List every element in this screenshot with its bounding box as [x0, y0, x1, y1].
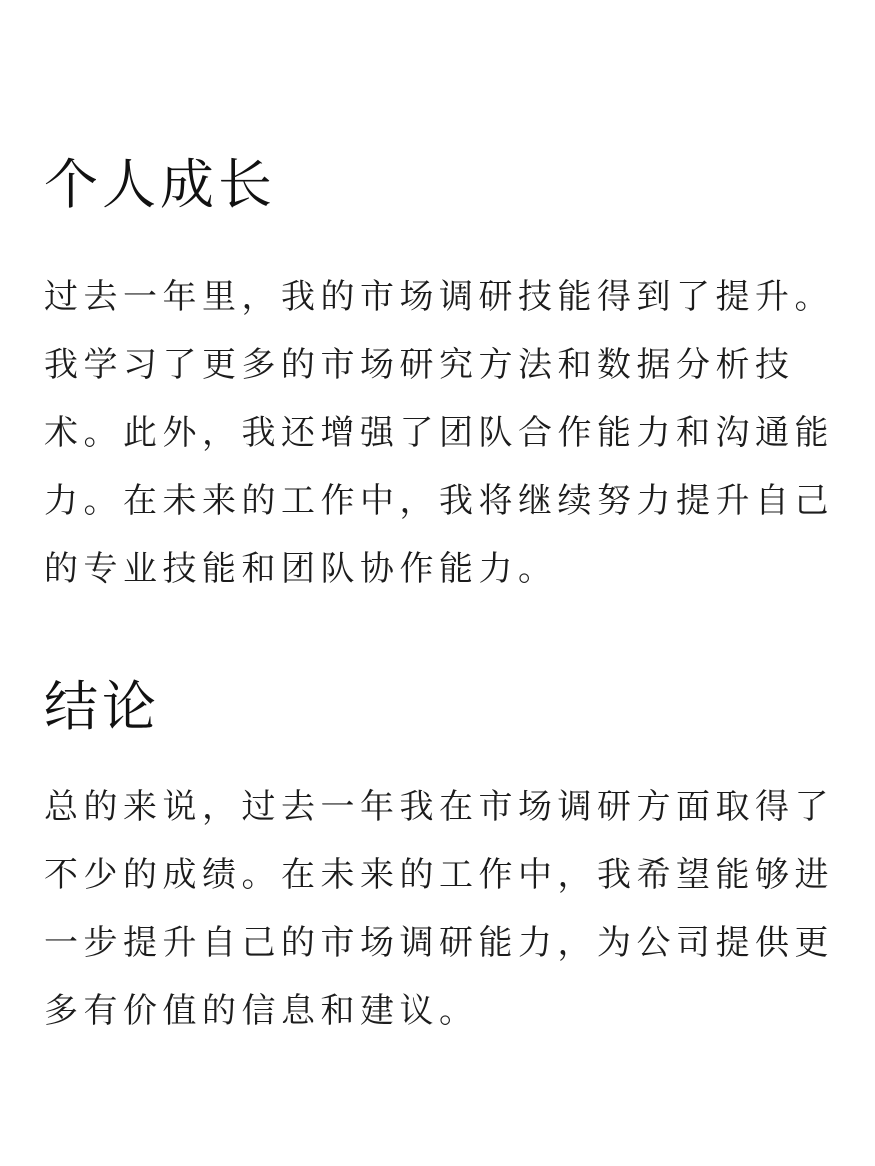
paragraph-line: 多有价值的信息和建议。	[44, 991, 479, 1031]
paragraph-line: 不少的成绩。在未来的工作中，我希望能够进	[44, 855, 834, 895]
paragraph-line: 的专业技能和团队协作能力。	[44, 549, 558, 589]
paragraph-line: 过去一年里，我的市场调研技能得到了提升。	[44, 277, 834, 317]
section-heading-personal-growth: 个人成长	[44, 153, 276, 216]
conclusion-paragraph	[44, 782, 844, 1054]
paragraph-line: 术。此外，我还增强了团队合作能力和沟通能	[44, 413, 834, 453]
section-heading-conclusion: 结论	[44, 675, 160, 738]
paragraph-line: 力。在未来的工作中，我将继续努力提升自己	[44, 481, 834, 521]
paragraph-line: 我学习了更多的市场研究方法和数据分析技	[44, 345, 795, 385]
personal-growth-paragraph	[44, 272, 844, 612]
paragraph-line: 一步提升自己的市场调研能力，为公司提供更	[44, 923, 834, 963]
paragraph-line: 总的来说，过去一年我在市场调研方面取得了	[44, 787, 834, 827]
